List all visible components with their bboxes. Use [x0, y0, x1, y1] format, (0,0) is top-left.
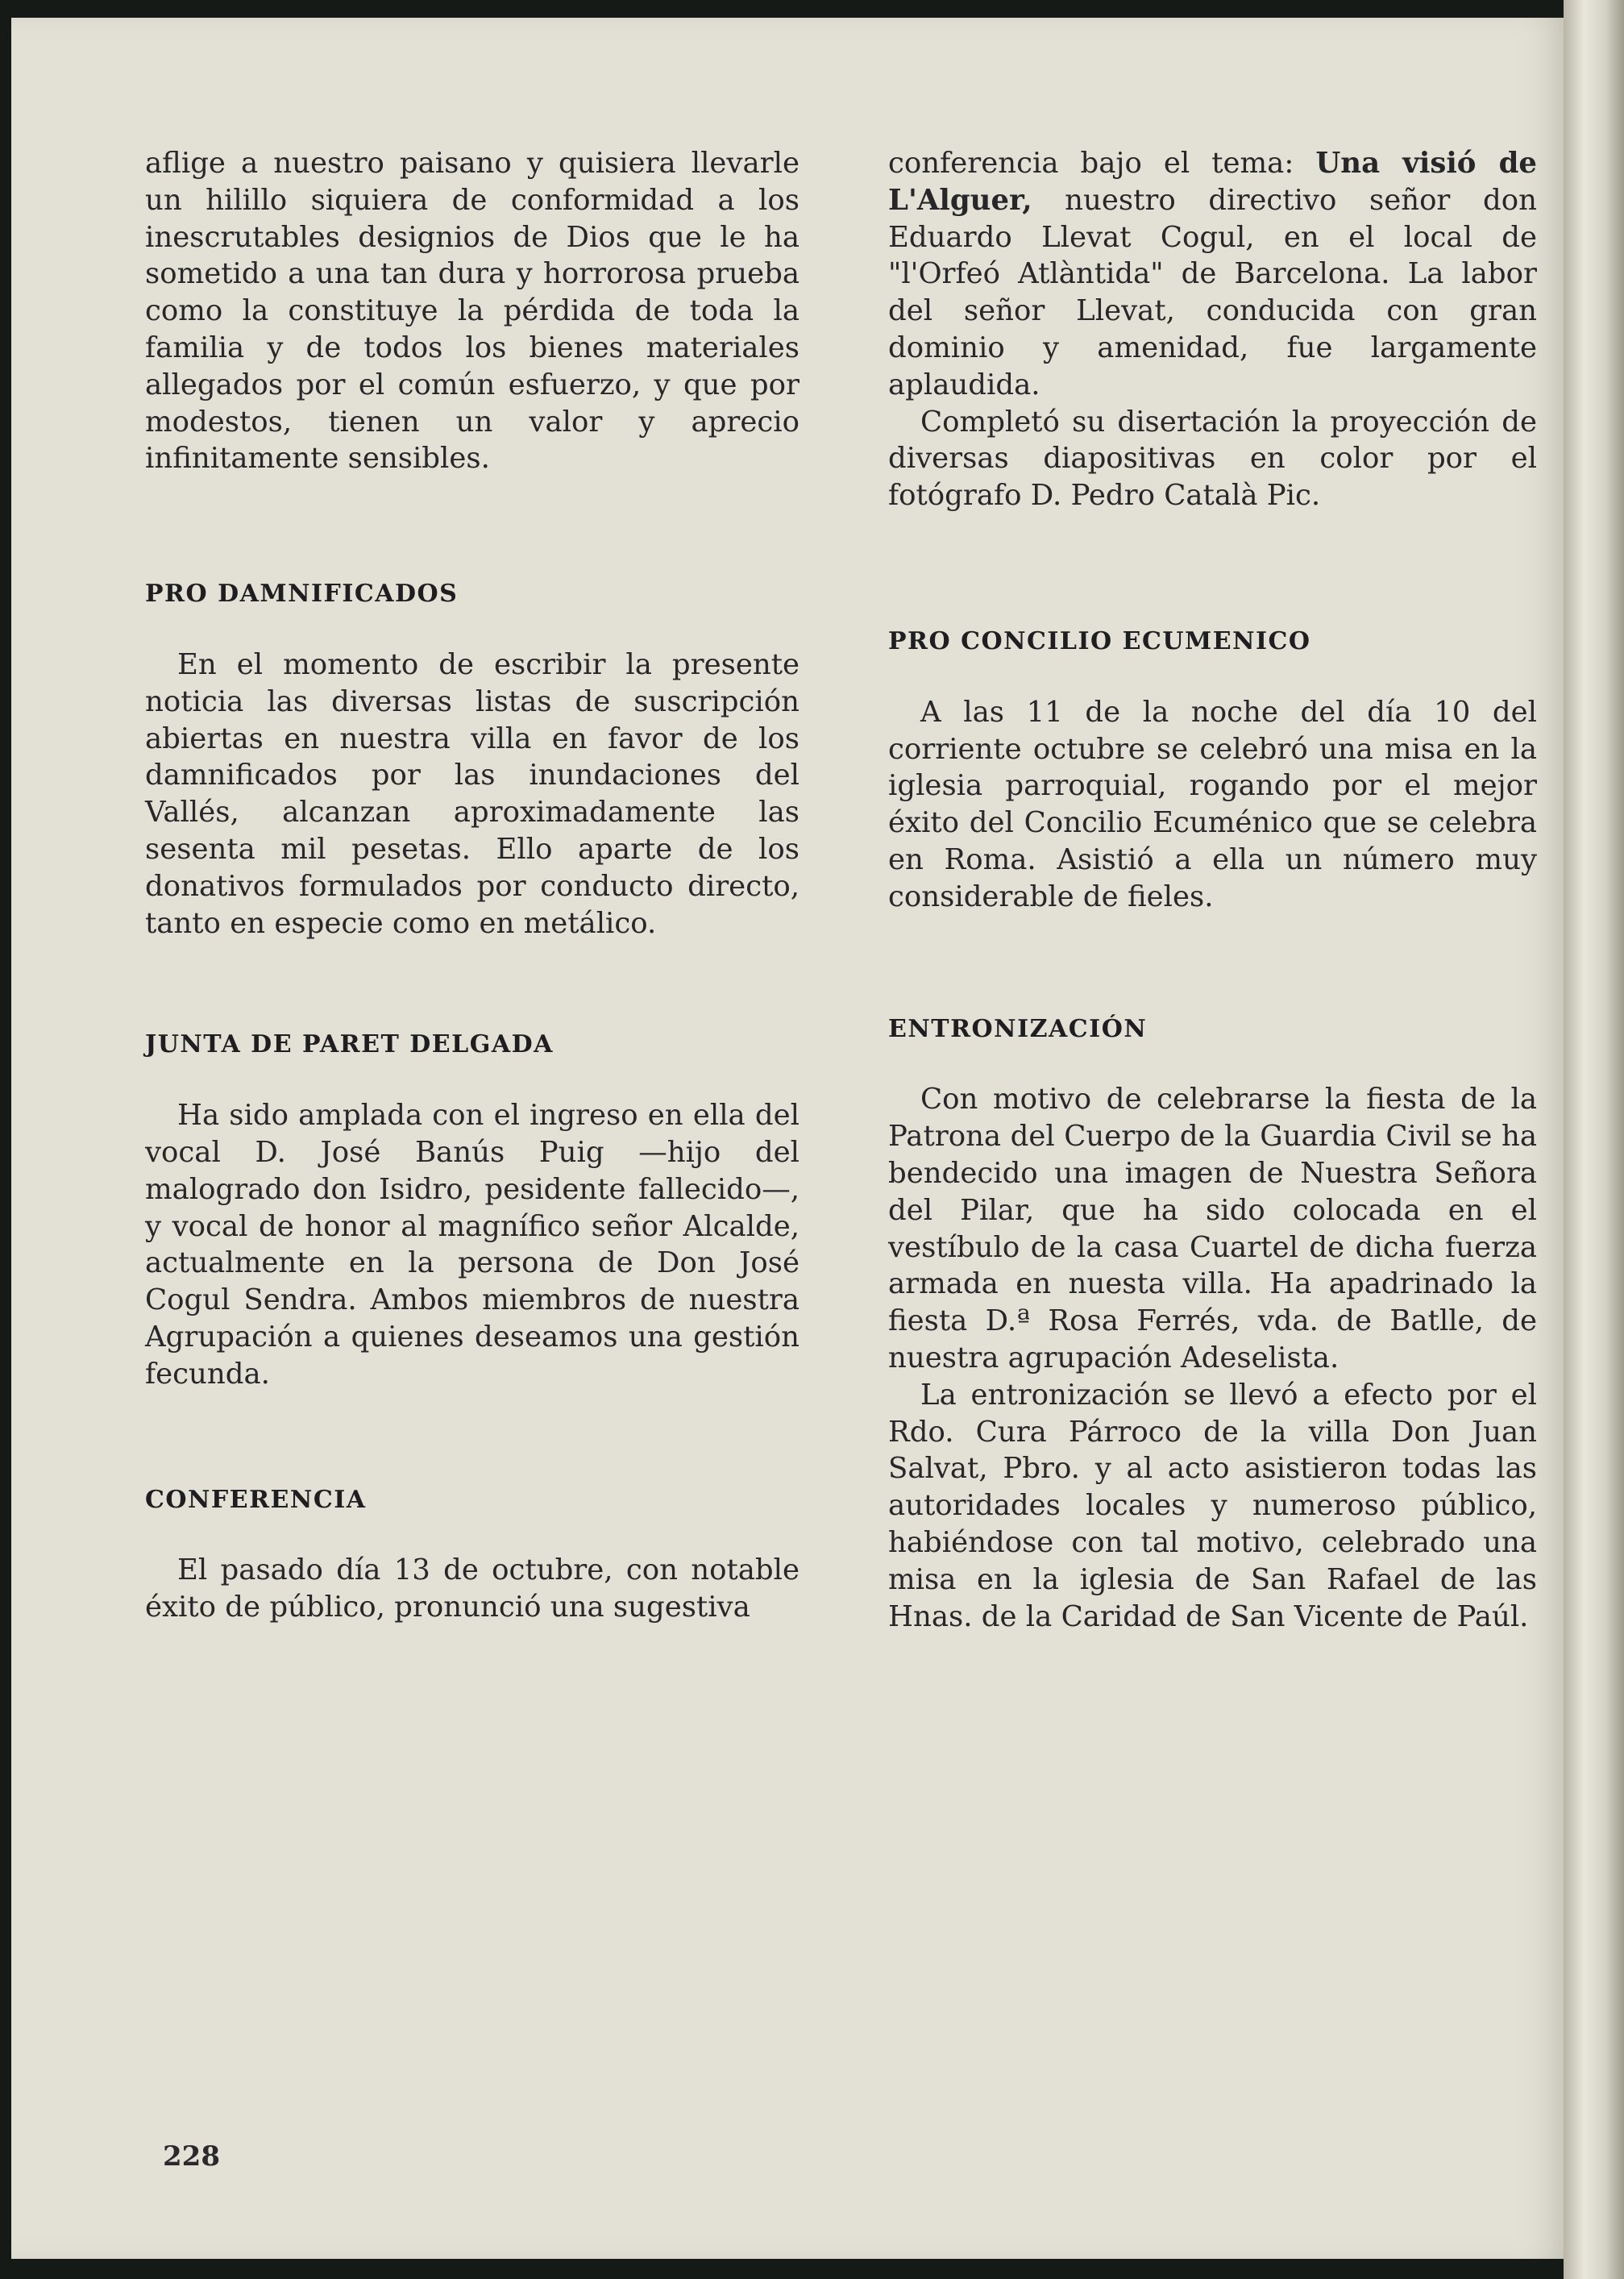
conferencia-cont-after: nuestro directivo señor don Eduardo Llevat Cogul, en el local de "l'Orfeó Atlàntida" de Barcelona. La labor del señor Llevat, conducida con gran dominio y amenidad, fue largamente aplaudida.: [888, 183, 1537, 401]
conferencia-paragraph: El pasado día 13 de octubre, con notable éxito de público, pronunció una sugestiva: [145, 1553, 800, 1624]
concilio-paragraph: A las 11 de la noche del día 10 del corriente octubre se celebró una misa en la iglesia parroquial, rogando por el mejor éxito del Concilio Ecuménico que se celebra en Roma. Asistió a ella un número muy considerable de fieles.: [888, 695, 1537, 913]
section-heading-entronizacion: ENTRONIZACIÓN: [888, 1014, 1148, 1043]
damnificados-paragraph: En el momento de escribir la presente noticia las diversas listas de suscripción abiertas en nuestra villa en favor de los damnificados por las inundaciones del Vallés, alcanzan aproximadamente las sesenta mil pesetas. Ello aparte de los donativos formulados por conducto directo, tanto en especie como en metálico.: [145, 647, 800, 940]
right-column: [888, 145, 1537, 1635]
conferencia-continuation-paragraph: [888, 145, 1537, 404]
entronizacion-second-paragraph: La entronización se llevó a efecto por el Rdo. Cura Párroco de la villa Don Juan Salvat, Pbro. y al acto asistieron todas las autoridades locales y numeroso público, habiéndose con tal motivo, celebrado una misa en la iglesia de San Rafael de las Hnas. de la Caridad de San Vicente de Paúl.: [888, 1378, 1537, 1633]
left-column: [145, 145, 800, 1626]
section-heading-junta: JUNTA DE PARET DELGADA: [145, 1030, 554, 1059]
section-heading-damnificados: PRO DAMNIFICADOS: [145, 580, 459, 609]
section-heading-concilio: PRO CONCILIO ECUMENICO: [888, 626, 1311, 655]
junta-paragraph: Ha sido amplada con el ingreso en ella del vocal D. José Banús Puig —hijo del malogrado don Isidro, pesidente fallecido—, y vocal de honor al magnífico señor Alcalde, actualmente en la persona de Don José Cogul Sendra. Ambos miembros de nuestra Agrupación a quienes deseamos una gestión fecunda.: [145, 1099, 800, 1391]
conferencia-cont-before: conferencia bajo el tema:: [888, 147, 1316, 180]
conferencia-title: Una visió de L'Alguer,: [888, 147, 1537, 217]
intro-paragraph: aflige a nuestro paisano y quisiera llevarle un hilillo siquiera de conformidad a los inescrutables designios de Dios que le ha sometido a una tan dura y horrorosa prueba como la constituye la pérdida de toda la familia y de todos los bienes materiales allegados por el común esfuerzo, y que por modestos, tienen un valor y aprecio infinitamente sensibles.: [145, 147, 800, 476]
page-number: 228: [163, 2140, 220, 2173]
conferencia-second-paragraph: Completó su disertación la proyección de diversas diapositivas en color por el fotógrafo D. Pedro Català Pic.: [888, 405, 1537, 513]
entronizacion-first-paragraph: Con motivo de celebrarse la fiesta de la Patrona del Cuerpo de la Guardia Civil se ha bendecido una imagen de Nuestra Señora del Pilar, que ha sido colocada en el vestíbulo de la casa Cuartel de dicha fuerza armada en nuesta villa. Ha apadrinado la fiesta D.ª Rosa Ferrés, vda. de Batlle, de nuestra agrupación Adeselista.: [888, 1083, 1537, 1374]
book-spine: [1564, 0, 1624, 2279]
section-heading-conferencia: CONFERENCIA: [145, 1485, 367, 1514]
